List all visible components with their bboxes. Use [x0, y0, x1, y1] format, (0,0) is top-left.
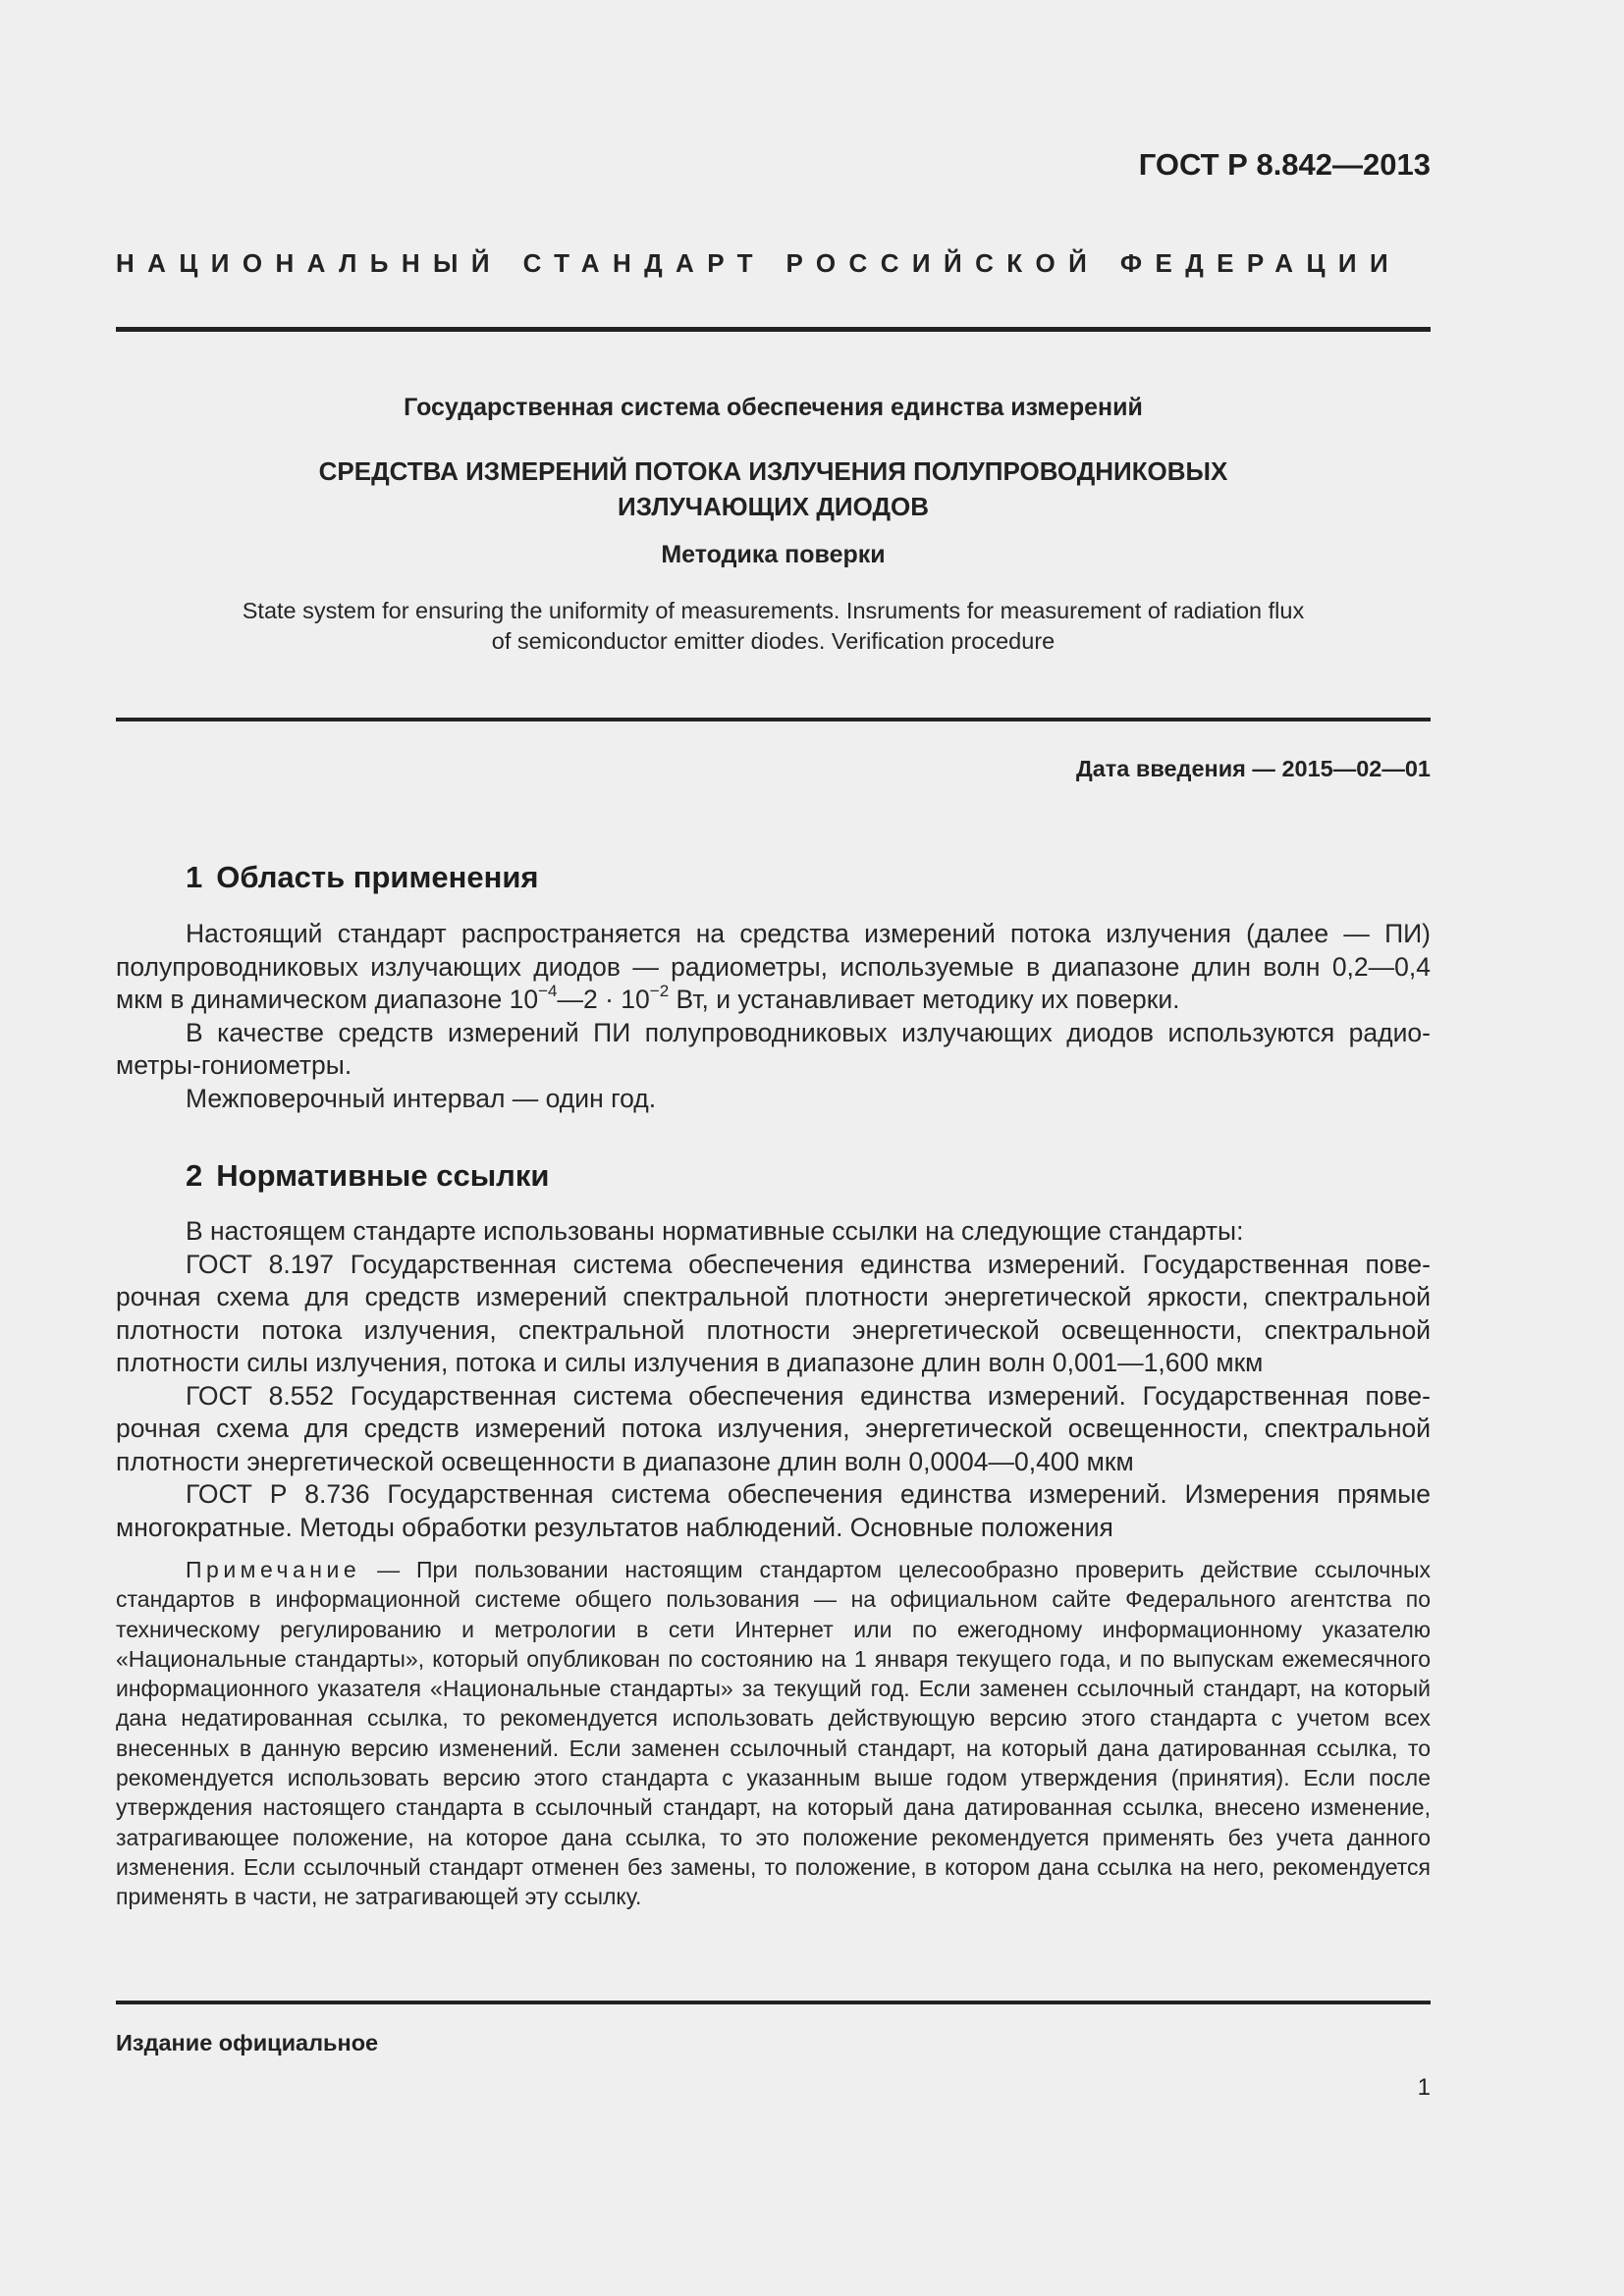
english-title	[116, 596, 1431, 657]
paragraph-text: Настоящий стандарт распространяется на средства измерений потока излучения (далее — ПИ) полупроводниковых излучающих диодов — радиометры, используемые в диапазоне длин волн 0,2—0,4 мкм в динамическом диапазоне 10	[116, 919, 1431, 1014]
section-1-heading	[186, 860, 539, 895]
note-label: Примечание	[186, 1557, 361, 1582]
section-1-paragraph-1	[116, 918, 1431, 1017]
page-number: 1	[1417, 2074, 1431, 2101]
edition-label: Издание официальное	[116, 2030, 379, 2056]
english-title-line-1: State system for ensuring the uniformity of measurements. Insruments for measurement of radiation flux	[242, 598, 1305, 623]
section-1-body	[116, 918, 1431, 1115]
reference-gost-r-8-736: ГОСТ Р 8.736 Государственная система обеспечения единства измерений. Измерения прямые многократные. Методы обработки результатов наблюдений. Основные положения	[116, 1479, 1431, 1542]
date-of-introduction: Дата введения — 2015—02—01	[1075, 756, 1431, 781]
title-divider	[116, 718, 1431, 721]
paragraph-text: —2 · 10	[557, 985, 650, 1014]
section-2-body	[116, 1215, 1431, 1544]
note-text: — При пользовании настоящим стандартом целесообразно проверить действие ссылочных стандартов в информационной системе общего пользования — на официальном сайте Федерального агентства по техническому регулированию и метрологии в сети Интернет или по ежегодному информационному указателю «Национальные стандарты», который опубликован по состоянию на 1 января текущего года, и по выпускам ежемесячного информационного указателя «Национальные стандарты» за текущий год. Если заменен ссылочный стандарт, на который дана недатированная ссылка, то рекомендуется использовать действующую версию этого стандарта с учетом всех внесенных в данную версию изменений. Если заменен ссылочный стандарт, на который дана датированная ссылка, то рекомендуется использовать версию этого стандарта с указанным выше годом утверждения (принятия). Если после утверждения настоящего стандарта в ссылочный стандарт, на который дана датированная ссылка, внесено изменение, затрагивающее положение, на которое дана ссылка, то это положение рекомендуется применять без учета данного изменения. Если ссылочный стандарт отменен без замены, то положение, в котором дана ссылка на него, рекомендуется применять в части, не затрагивающей эту ссылку.	[116, 1557, 1431, 1910]
gost-number: ГОСТ Р 8.842—2013	[1138, 147, 1431, 182]
main-title-line-1: СРЕДСТВА ИЗМЕРЕНИЙ ПОТОКА ИЗЛУЧЕНИЯ ПОЛУПРОВОДНИКОВЫХ	[318, 456, 1228, 486]
method-title: Методика поверки	[661, 541, 886, 568]
section-1-paragraph-2: В качестве средств измерений ПИ полупроводниковых излучающих диодов используются радиометры-гониометры.	[116, 1017, 1431, 1080]
note-block	[116, 1555, 1431, 1912]
superscript: −4	[538, 982, 558, 1000]
note-paragraph	[116, 1555, 1431, 1912]
section-2-number: 2	[186, 1158, 203, 1193]
section-1-title: Область применения	[216, 860, 539, 894]
main-title-line-2: ИЗЛУЧАЮЩИХ ДИОДОВ	[618, 492, 929, 521]
section-1-paragraph-3: Межповерочный интервал — один год.	[186, 1083, 657, 1113]
english-title-line-2: of semiconductor emitter diodes. Verification procedure	[491, 628, 1056, 654]
header-divider	[116, 327, 1431, 332]
national-standard-heading: НАЦИОНАЛЬНЫЙ СТАНДАРТ РОССИЙСКОЙ ФЕДЕРАЦИИ	[116, 248, 1402, 278]
paragraph-text: Вт, и устанавливает методику их поверки.	[669, 985, 1180, 1014]
superscript: −2	[649, 982, 670, 1000]
main-title	[116, 454, 1431, 524]
reference-gost-8-197: ГОСТ 8.197 Государственная система обеспечения единства измерений. Государственная поверочная схема для средств измерений спектральной плотности энергетической яркости, спектральной плотности потока излучения, спектральной плотности энергетической освещенности, спектральной плотности силы излучения, потока и силы излучения в диапазоне длин волн 0,001—1,600 мкм	[116, 1249, 1431, 1377]
reference-gost-8-552: ГОСТ 8.552 Государственная система обеспечения единства измерений. Государственная поверочная схема для средств измерений потока излучения, энергетической освещенности, спектральной плотности энергетической освещенности в диапазоне длин волн 0,0004—0,400 мкм	[116, 1380, 1431, 1476]
section-2-intro: В настоящем стандарте использованы нормативные ссылки на следующие стандарты:	[186, 1216, 1244, 1246]
footer-divider	[116, 2001, 1431, 2004]
section-2-heading	[186, 1158, 549, 1194]
section-2-title: Нормативные ссылки	[216, 1158, 550, 1193]
section-1-number: 1	[186, 860, 203, 894]
system-title: Государственная система обеспечения единства измерений	[404, 394, 1143, 421]
